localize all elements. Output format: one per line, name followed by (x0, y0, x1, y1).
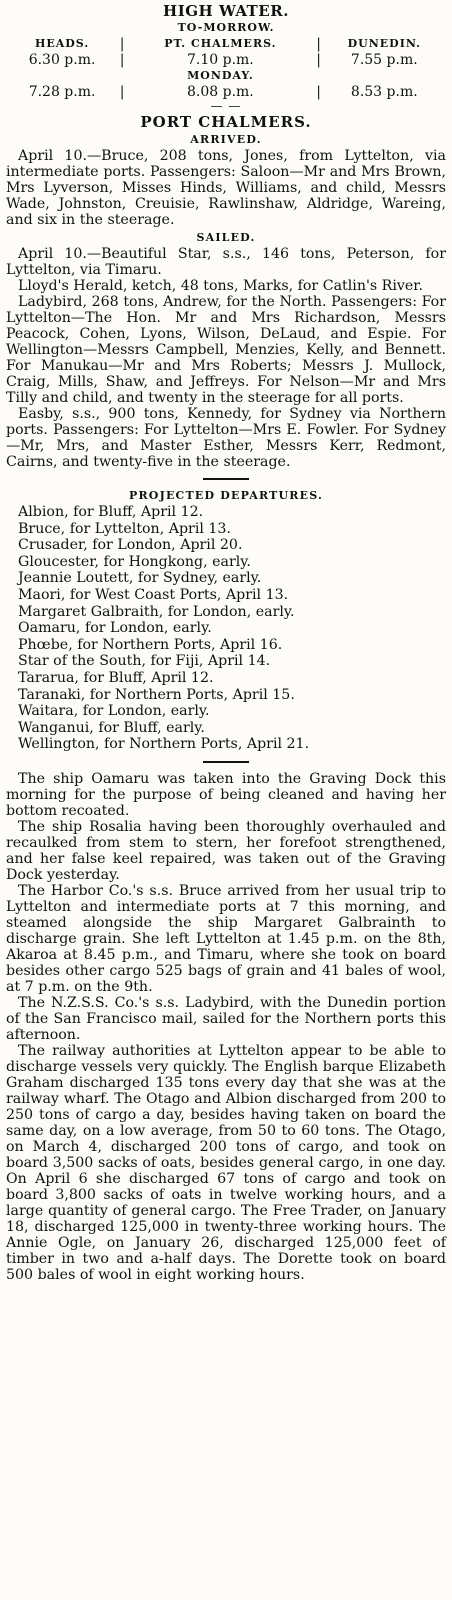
news-paragraph: The railway authorities at Lyttelton appear to be able to discharge vessels very quickly. The English barque Elizabeth Graham discharged 135 tons every day that she was at the railway wharf. The Otago and Albion discharged from 200 to 250 tons of cargo a day, besides having taken on board the same day, on a low average, from 50 to 60 tons. The Otago, on March 4, discharged 200 tons of cargo, and took on board 3,500 sacks of oats, besides general cargo, in one day. On April 6 she discharged 67 tons of cargo and took on board 3,800 sacks of oats in twelve working hours, and a large quantity of general cargo. The Free Trader, on January 18, discharged 125,000 in twenty-three working hours. The Annie Ogle, on January 26, discharged 125,000 feet of timber in two and a-half days. The Dorette took on board 500 bales of wool in eight working hours. (6, 1042, 446, 1283)
high-water-title: HIGH WATER. (163, 2, 289, 20)
tide-col-heads: HEADS. (34, 37, 90, 50)
tide-separator (118, 84, 126, 100)
tide-day-label: MONDAY. (187, 69, 254, 82)
divider (203, 761, 249, 763)
tide-pt-chalmers-today: 7.10 p.m. (186, 52, 254, 68)
tide-dunedin-monday: 8.53 p.m. (350, 84, 418, 100)
list-item: Wanganui, for Bluff, early. (18, 719, 205, 736)
port-chalmers-title: PORT CHALMERS. (140, 113, 312, 131)
sailed-entry: Ladybird, 268 tons, Andrew, for the North. Passengers: For Lyttelton—The Hon. Mr and Mrs Richardson, Messrs Peacock, Cohen, Lyons, Wilson, DeLaud, and Espie. For Wellington—Messrs Campbell, Menzies, Kelly, and Bennett. For Manukau—Mr and Mrs Roberts; Messrs J. Mullock, Craig, Mills, Shaw, and Jeffreys. For Nelson—Mr and Mrs Tilly and child, and twenty in the steerage for all ports. (6, 294, 446, 406)
list-item: Crusader, for London, April 20. (18, 537, 243, 554)
tide-table (6, 36, 446, 100)
list-item: Phœbe, for Northern Ports, April 16. (18, 636, 283, 653)
list-item: Taranaki, for Northern Ports, April 15. (18, 686, 295, 703)
arrived-entry: April 10.—Bruce, 208 tons, Jones, from Lyttelton, via intermediate ports. Passengers: Saloon—Mr and Mrs Brown, Mrs Lyverson, Misses Hinds, Williams, and child, Messrs Wade, Johnston, Creuisie, Rawlinshaw, Aldridge, Wareing, and six in the steerage. (6, 148, 446, 228)
tide-separator (315, 36, 323, 52)
list-item: Waitara, for London, early. (18, 703, 210, 720)
tide-heads-monday: 7.28 p.m. (28, 84, 96, 100)
newspaper-column (0, 2, 452, 1600)
tide-col-dunedin: DUNEDIN. (347, 37, 422, 50)
divider (203, 478, 249, 480)
list-item: Margaret Galbraith, for London, early. (18, 603, 295, 620)
sailed-entry: April 10.—Beautiful Star, s.s., 146 tons, Peterson, for Lyttelton, via Timaru. (6, 246, 446, 278)
tide-pt-chalmers-monday: 8.08 p.m. (186, 84, 254, 100)
tide-separator (315, 84, 323, 100)
tide-heads-today: 6.30 p.m. (28, 52, 96, 68)
list-item: Gloucester, for Hongkong, early. (18, 553, 251, 570)
tide-separator (118, 52, 126, 68)
high-water-subtitle: TO-MORROW. (177, 21, 275, 34)
projected-departures-list (6, 504, 446, 753)
news-paragraph: The N.Z.S.S. Co.'s s.s. Ladybird, with the Dunedin portion of the San Francisco mail, sailed for the Northern ports this afternoon. (6, 994, 446, 1043)
sailed-entry: Lloyd's Herald, ketch, 48 tons, Marks, for Catlin's River. (18, 278, 424, 294)
news-paragraph: The ship Oamaru was taken into the Graving Dock this morning for the purpose of being cleaned and having her bottom recoated. (6, 770, 446, 819)
list-item: Jeannie Loutett, for Sydney, early. (18, 570, 262, 587)
tide-separator (118, 36, 126, 52)
news-paragraph: The Harbor Co.'s s.s. Bruce arrived from her usual trip to Lyttelton and intermediate ports at 7 this morning, and steamed alongside the ship Margaret Galbrainth to discharge grain. She left Lyttelton at 1.45 p.m. on the 8th, Akaroa at 8.45 p.m., and Timaru, where she took on board besides other cargo 525 bags of grain and 41 bales of wool, at 7 p.m. on the 9th. (6, 882, 446, 995)
arrived-heading: ARRIVED. (190, 133, 262, 146)
list-item: Tararua, for Bluff, April 12. (18, 669, 214, 686)
list-item: Albion, for Bluff, April 12. (18, 504, 204, 520)
sailed-entry: Easby, s.s., 900 tons, Kennedy, for Sydney via Northern ports. Passengers: For Lyttelton—Mrs E. Fowler. For Sydney—Mr, Mrs, and Master Esther, Messrs Kerr, Redmont, Cairns, and twenty-five in the steerage. (6, 406, 446, 470)
list-item: Wellington, for Northern Ports, April 21. (18, 736, 310, 753)
list-item: Maori, for West Coast Ports, April 13. (18, 586, 289, 603)
tide-col-port-chalmers: PT. CHALMERS. (164, 37, 277, 50)
list-item: Star of the South, for Fiji, April 14. (18, 653, 271, 670)
news-paragraph: The ship Rosalia having been thoroughly overhauled and recaulked from stem to stern, her forefoot strengthened, and her false keel repaired, was taken out of the Graving Dock yesterday. (6, 818, 446, 883)
projected-departures-heading: PROJECTED DEPARTURES. (128, 489, 324, 502)
section-rule: — — (210, 99, 242, 113)
sailed-heading: SAILED. (196, 231, 256, 244)
tide-separator (315, 52, 323, 68)
tide-dunedin-today: 7.55 p.m. (350, 52, 418, 68)
list-item: Bruce, for Lyttelton, April 13. (18, 520, 231, 537)
list-item: Oamaru, for London, early. (18, 620, 212, 637)
